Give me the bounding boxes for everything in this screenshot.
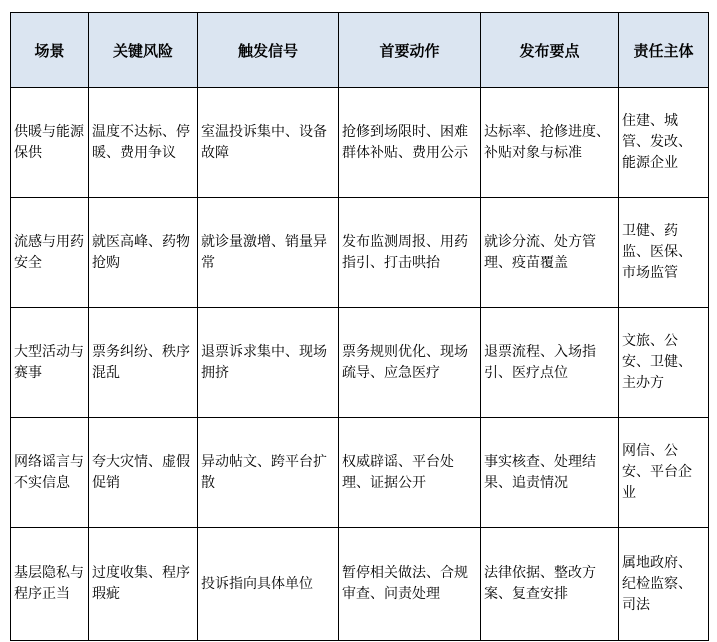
cell-scene: 流感与用药安全 [11, 198, 89, 308]
column-header-scene: 场景 [11, 13, 89, 88]
cell-action: 暂停相关做法、合规审查、问责处理 [339, 528, 481, 641]
column-header-owner: 责任主体 [619, 13, 709, 88]
cell-scene: 网络谣言与不实信息 [11, 418, 89, 528]
cell-release: 法律依据、整改方案、复查安排 [481, 528, 619, 641]
cell-scene: 供暖与能源保供 [11, 88, 89, 198]
cell-risk: 过度收集、程序瑕疵 [89, 528, 198, 641]
cell-signal: 退票诉求集中、现场拥挤 [198, 308, 339, 418]
cell-action: 抢修到场限时、困难群体补贴、费用公示 [339, 88, 481, 198]
table-row [11, 308, 709, 418]
cell-action: 权威辟谣、平台处理、证据公开 [339, 418, 481, 528]
cell-risk: 温度不达标、停暖、费用争议 [89, 88, 198, 198]
cell-owner: 卫健、药监、医保、市场监管 [619, 198, 709, 308]
header-row [11, 13, 709, 88]
cell-signal: 异动帖文、跨平台扩散 [198, 418, 339, 528]
column-header-release: 发布要点 [481, 13, 619, 88]
cell-release: 事实核查、处理结果、追责情况 [481, 418, 619, 528]
cell-risk: 票务纠纷、秩序混乱 [89, 308, 198, 418]
cell-owner: 网信、公安、平台企业 [619, 418, 709, 528]
cell-release: 达标率、抢修进度、补贴对象与标准 [481, 88, 619, 198]
cell-owner: 属地政府、纪检监察、司法 [619, 528, 709, 641]
risk-scenario-table [10, 12, 709, 641]
table-row [11, 418, 709, 528]
cell-action: 票务规则优化、现场疏导、应急医疗 [339, 308, 481, 418]
cell-owner: 文旅、公安、卫健、主办方 [619, 308, 709, 418]
table-row [11, 198, 709, 308]
cell-release: 退票流程、入场指引、医疗点位 [481, 308, 619, 418]
cell-scene: 大型活动与赛事 [11, 308, 89, 418]
cell-release: 就诊分流、处方管理、疫苗覆盖 [481, 198, 619, 308]
cell-signal: 投诉指向具体单位 [198, 528, 339, 641]
table-row [11, 528, 709, 641]
table-row [11, 88, 709, 198]
cell-owner: 住建、城管、发改、能源企业 [619, 88, 709, 198]
column-header-risk: 关键风险 [89, 13, 198, 88]
cell-action: 发布监测周报、用药指引、打击哄抬 [339, 198, 481, 308]
column-header-action: 首要动作 [339, 13, 481, 88]
cell-risk: 就医高峰、药物抢购 [89, 198, 198, 308]
cell-scene: 基层隐私与程序正当 [11, 528, 89, 641]
cell-signal: 室温投诉集中、设备故障 [198, 88, 339, 198]
cell-signal: 就诊量激增、销量异常 [198, 198, 339, 308]
column-header-signal: 触发信号 [198, 13, 339, 88]
cell-risk: 夸大灾情、虚假促销 [89, 418, 198, 528]
